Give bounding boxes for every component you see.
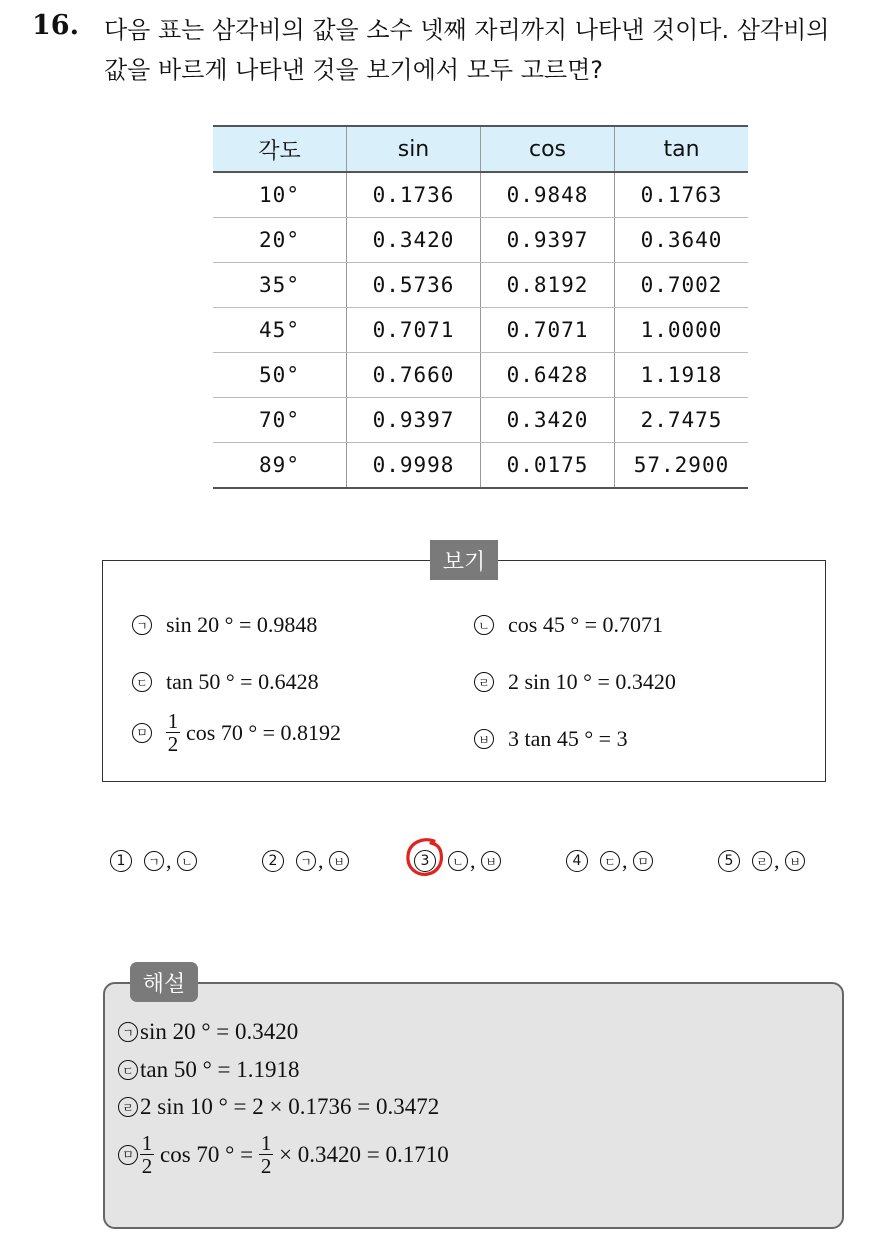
header-angle: 각도: [213, 126, 347, 172]
marker-icon: ㄹ: [752, 851, 772, 871]
marker-icon: ㄱ: [144, 851, 164, 871]
table-cell: 0.3420: [347, 218, 481, 263]
marker-icon: ㄱ: [118, 1022, 138, 1042]
table-cell: 0.9848: [481, 172, 615, 218]
table-cell: 35°: [213, 263, 347, 308]
table-row: [213, 218, 748, 263]
question-line: 다음 표는 삼각비의 값을 소수 넷째 자리까지 나타낸 것이다. 삼각비의: [104, 16, 830, 44]
bogi-item-d: [474, 669, 676, 695]
table-row: [213, 443, 748, 489]
table-cell: 0.3640: [615, 218, 749, 263]
marker-icon: ㄱ: [296, 851, 316, 871]
bogi-item-text: tan 50 ° = 0.6428: [166, 669, 319, 694]
marker-icon: ㅁ: [118, 1145, 138, 1165]
table-cell: 70°: [213, 398, 347, 443]
bogi-item-c: [132, 669, 319, 695]
choice-3[interactable]: 3 ㄴ , ㅂ: [414, 848, 503, 874]
bogi-item-text: 3 tan 45 ° = 3: [508, 726, 628, 751]
marker-icon: ㄴ: [474, 615, 494, 635]
marker-icon: ㄷ: [118, 1060, 138, 1080]
fraction: [259, 1132, 273, 1177]
table-cell: 20°: [213, 218, 347, 263]
marker-icon: ㄷ: [600, 851, 620, 871]
explanation-text: 2 sin 10 ° = 2 × 0.1736 = 0.3472: [140, 1094, 440, 1119]
marker-icon: ㄹ: [474, 672, 494, 692]
table-cell: 10°: [213, 172, 347, 218]
fraction: [140, 1132, 154, 1177]
choice-4[interactable]: 4 ㄷ , ㅁ: [566, 848, 655, 874]
fraction: [166, 710, 180, 755]
marker-icon: ㄷ: [132, 672, 152, 692]
marker-icon: ㅁ: [633, 851, 653, 871]
marker-icon: ㅂ: [481, 851, 501, 871]
table-cell: 2.7475: [615, 398, 749, 443]
header-cos: cos: [481, 126, 615, 172]
fraction-denominator: 2: [260, 1154, 272, 1178]
bogi-item-text: cos 45 ° = 0.7071: [508, 612, 664, 637]
table-cell: 0.7002: [615, 263, 749, 308]
fraction-numerator: 1: [167, 709, 179, 733]
choice-2[interactable]: 2 ㄱ , ㅂ: [262, 848, 351, 874]
table-row: [213, 172, 748, 218]
table-cell: 0.8192: [481, 263, 615, 308]
table-cell: 45°: [213, 308, 347, 353]
table-cell: 0.0175: [481, 443, 615, 489]
bogi-item-e: [132, 710, 341, 755]
explanation-text: × 0.3420 = 0.1710: [279, 1141, 449, 1167]
marker-icon: ㄱ: [132, 615, 152, 635]
bogi-item-f: [474, 726, 628, 752]
table-row: [213, 398, 748, 443]
choice-5[interactable]: 5 ㄹ , ㅂ: [718, 848, 807, 874]
explanation-line: [118, 1094, 439, 1120]
question-number: 16.: [32, 10, 79, 41]
marker-icon: ㄴ: [448, 851, 468, 871]
choice-number: 3: [414, 850, 436, 872]
choice-number: 4: [566, 850, 588, 872]
table-cell: 0.5736: [347, 263, 481, 308]
choice-number: 2: [262, 850, 284, 872]
table-cell: 1.1918: [615, 353, 749, 398]
question-text: [104, 10, 874, 90]
table-cell: 0.6428: [481, 353, 615, 398]
header-tan: tan: [615, 126, 749, 172]
explanation-line: [118, 1019, 298, 1045]
table-row: [213, 308, 748, 353]
question-line: 값을 바르게 나타낸 것을 보기에서 모두 고르면?: [104, 56, 604, 84]
table-cell: 50°: [213, 353, 347, 398]
table-cell: 1.0000: [615, 308, 749, 353]
answer-mark-icon: [404, 836, 446, 878]
explanation-label: 해설: [130, 962, 198, 1002]
bogi-item-text: 2 sin 10 ° = 0.3420: [508, 669, 676, 694]
table-cell: 0.9998: [347, 443, 481, 489]
marker-icon: ㅁ: [132, 723, 152, 743]
table-cell: 0.7071: [347, 308, 481, 353]
bogi-item-a: [132, 612, 317, 638]
marker-icon: ㄹ: [118, 1097, 138, 1117]
table-row: [213, 353, 748, 398]
fraction-numerator: 1: [260, 1131, 272, 1155]
marker-icon: ㅂ: [474, 729, 494, 749]
table-header-row: [213, 126, 748, 172]
bogi-item-b: [474, 612, 663, 638]
fraction-denominator: 2: [141, 1154, 153, 1178]
table-cell: 0.1763: [615, 172, 749, 218]
explanation-line: [118, 1132, 449, 1177]
bogi-label: 보기: [430, 540, 498, 580]
marker-icon: ㅂ: [785, 851, 805, 871]
fraction-numerator: 1: [141, 1131, 153, 1155]
choice-1[interactable]: 1 ㄱ , ㄴ: [110, 848, 199, 874]
explanation-text: sin 20 ° = 0.3420: [140, 1019, 299, 1044]
table-cell: 0.9397: [347, 398, 481, 443]
header-sin: sin: [347, 126, 481, 172]
table-cell: 0.7071: [481, 308, 615, 353]
bogi-item-text: sin 20 ° = 0.9848: [166, 612, 318, 637]
explanation-text: tan 50 ° = 1.1918: [140, 1057, 300, 1082]
table-cell: 0.3420: [481, 398, 615, 443]
table-cell: 89°: [213, 443, 347, 489]
explanation-text: cos 70 ° =: [160, 1141, 254, 1167]
marker-icon: ㅂ: [329, 851, 349, 871]
trig-ratio-table: [213, 125, 748, 489]
bogi-item-text: cos 70 ° = 0.8192: [186, 719, 342, 745]
table-cell: 0.9397: [481, 218, 615, 263]
explanation-line: [118, 1057, 300, 1083]
table-cell: 0.1736: [347, 172, 481, 218]
fraction-denominator: 2: [167, 732, 179, 756]
table-cell: 0.7660: [347, 353, 481, 398]
marker-icon: ㄴ: [177, 851, 197, 871]
choice-number: 1: [110, 850, 132, 872]
table-row: [213, 263, 748, 308]
choice-number: 5: [718, 850, 740, 872]
table-cell: 57.2900: [615, 443, 749, 489]
